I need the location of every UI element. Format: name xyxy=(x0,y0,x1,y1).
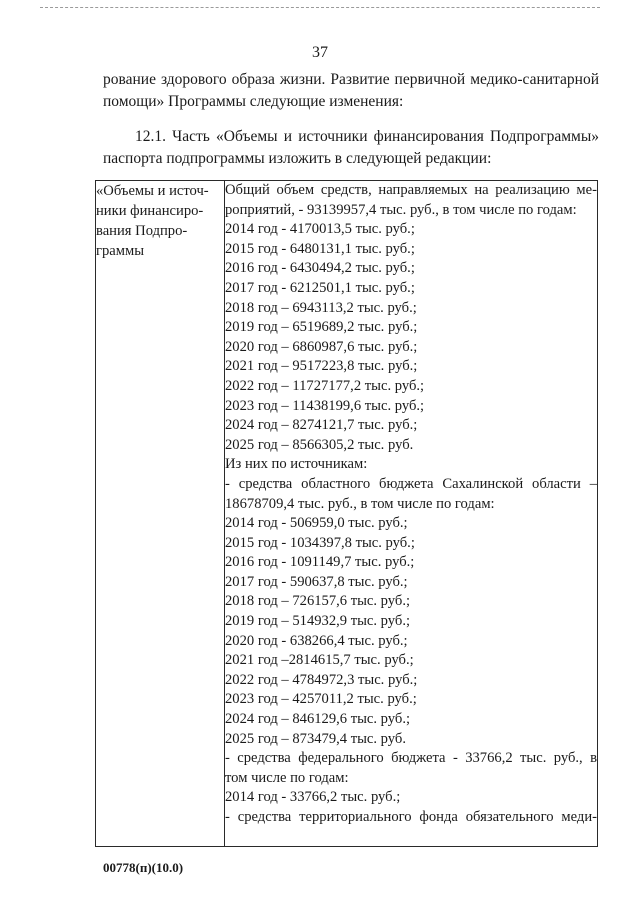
total-year-line: 2025 год – 8566305,2 тыс. руб. xyxy=(225,436,414,453)
financing-values-cell xyxy=(225,181,598,847)
total-year-line: 2016 год - 6430494,2 тыс. руб.; xyxy=(225,260,415,277)
regional-year-line: 2022 год – 4784972,3 тыс. руб.; xyxy=(225,671,418,688)
clause-line: паспорта подпрограммы изложить в следующей редакции: xyxy=(103,150,492,167)
regional-year-line: 2014 год - 506959,0 тыс. руб.; xyxy=(225,515,408,532)
total-year-line: 2022 год – 11727177,2 тыс. руб.; xyxy=(225,377,425,394)
financing-row xyxy=(96,181,598,847)
regional-budget-line: - средства областного бюджета Сахалинской области – xyxy=(225,475,597,492)
total-line: Общий объем средств, направляемых на реализацию ме- xyxy=(225,182,597,198)
total-year-line: 2015 год - 6480131,1 тыс. руб.; xyxy=(225,240,415,257)
total-year-line: 2014 год - 4170013,5 тыс. руб.; xyxy=(225,221,415,238)
total-year-line: 2023 год – 11438199,6 тыс. руб.; xyxy=(225,397,425,414)
territorial-fund-line: - средства территориального фонда обязательного меди- xyxy=(225,809,597,825)
federal-budget-line: - средства федерального бюджета - 33766,2 тыс. руб., в xyxy=(225,750,597,767)
scan-top-edge xyxy=(40,7,600,8)
financing-table xyxy=(95,180,598,847)
regional-year-line: 2020 год - 638266,4 тыс. руб.; xyxy=(225,632,408,649)
label-line: «Объемы и источ- xyxy=(96,183,209,199)
clause-paragraph xyxy=(103,126,599,170)
page-number: 37 xyxy=(312,44,328,61)
total-year-line: 2019 год – 6519689,2 тыс. руб.; xyxy=(225,319,418,336)
regional-year-line: 2021 год –2814615,7 тыс. руб.; xyxy=(225,652,414,669)
total-year-line: 2021 год – 9517223,8 тыс. руб.; xyxy=(225,358,418,375)
federal-year-line: 2014 год - 33766,2 тыс. руб.; xyxy=(225,789,401,806)
regional-year-line: 2023 год – 4257011,2 тыс. руб.; xyxy=(225,691,417,708)
regional-year-line: 2018 год – 726157,6 тыс. руб.; xyxy=(225,593,411,610)
total-line: роприятий, - 93139957,4 тыс. руб., в том числе по годам: xyxy=(225,201,577,218)
document-code: 00778(п)(10.0) xyxy=(103,860,184,875)
total-year-line: 2017 год - 6212501,1 тыс. руб.; xyxy=(225,279,415,296)
label-line: ники финансиро- xyxy=(96,203,204,219)
regional-year-line: 2017 год - 590637,8 тыс. руб.; xyxy=(225,573,408,590)
financing-label-cell xyxy=(96,181,225,847)
label-line: граммы xyxy=(96,243,145,259)
intro-line: рование здорового образа жизни. Развитие первичной медико-санитарной xyxy=(103,71,599,88)
intro-line: помощи» Программы следующие изменения: xyxy=(103,93,404,110)
regional-budget-line: 18678709,4 тыс. руб., в том числе по годам: xyxy=(225,495,495,512)
label-line: вания Подпро- xyxy=(96,223,188,239)
sources-heading: Из них по источникам: xyxy=(225,456,368,473)
total-year-line: 2024 год – 8274121,7 тыс. руб.; xyxy=(225,417,418,434)
regional-year-line: 2025 год – 873479,4 тыс. руб. xyxy=(225,730,406,747)
regional-year-line: 2024 год – 846129,6 тыс. руб.; xyxy=(225,711,411,728)
regional-year-line: 2016 год - 1091149,7 тыс. руб.; xyxy=(225,554,415,571)
intro-paragraph xyxy=(103,69,599,113)
clause-line: 12.1. Часть «Объемы и источники финансирования Подпрограммы» xyxy=(135,128,599,145)
federal-budget-line: том числе по годам: xyxy=(225,769,349,786)
total-year-line: 2020 год – 6860987,6 тыс. руб.; xyxy=(225,338,418,355)
total-year-line: 2018 год – 6943113,2 тыс. руб.; xyxy=(225,299,417,316)
regional-year-line: 2015 год - 1034397,8 тыс. руб.; xyxy=(225,534,415,551)
regional-year-line: 2019 год – 514932,9 тыс. руб.; xyxy=(225,613,411,630)
